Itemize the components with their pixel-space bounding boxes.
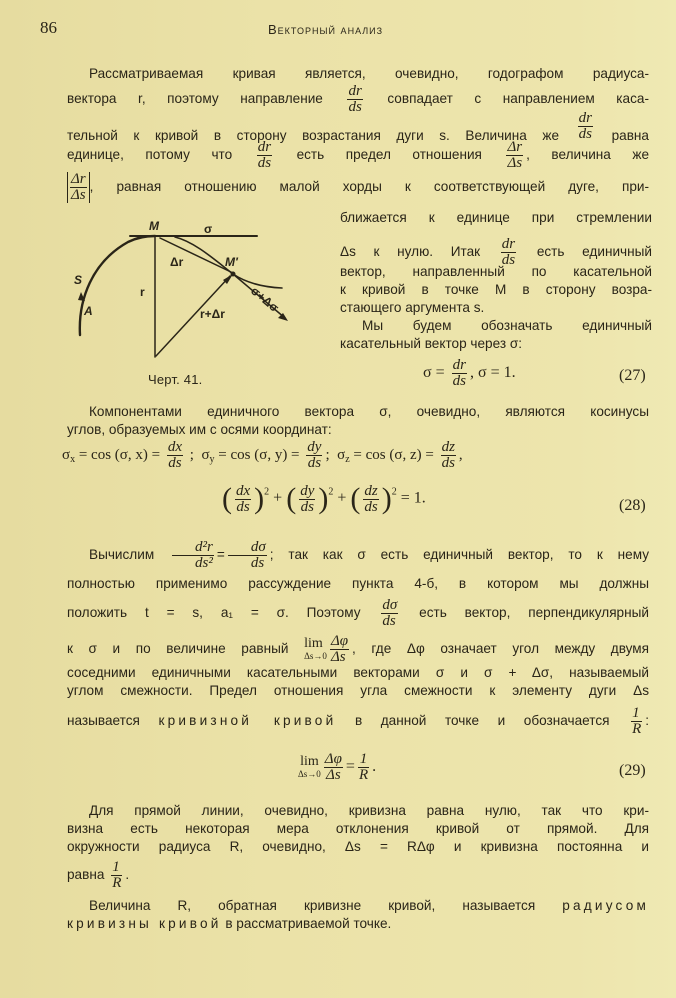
equation-28	[222, 482, 426, 516]
numerator: dσ	[250, 539, 266, 555]
paragraph-line	[67, 140, 649, 171]
text-span: = cos (σ, x) =	[78, 446, 161, 463]
equation-number: (29)	[619, 762, 646, 779]
text-span: к σ и по величине равный	[67, 641, 289, 657]
figure-caption: Черт. 41.	[148, 372, 203, 387]
paragraph-line	[67, 172, 649, 203]
label-S: S	[74, 273, 83, 287]
denominator: Δs	[507, 155, 523, 171]
figure-41-diagram	[20, 200, 320, 400]
denominator: ds	[501, 252, 516, 268]
label-sigma: σ	[204, 222, 213, 236]
fraction-dx-ds	[235, 484, 251, 515]
fraction-one-R	[631, 706, 642, 737]
equation-29	[298, 752, 376, 783]
side-line: Мы будем обозначать единичный	[362, 318, 652, 333]
text-span: =	[216, 547, 225, 563]
side-line: ближается к единице при стремлении	[340, 210, 652, 225]
equation-components: $\sigma_x = \cos (\sigma$, x) = $\frac{dx}{ds}$ ; $\sigma_y = \cos (\sigma$, y) = $\frac{dy}{ds}$ ; $\sigma_z = \cos (\sigma$, z) = $\frac{dz}{ds}$ ,	[62, 439, 463, 471]
fraction-Dphi-Ds	[330, 634, 349, 665]
fraction-Dr-Ds	[70, 172, 87, 203]
text-span: +	[273, 489, 283, 507]
point-M-prime	[231, 272, 236, 277]
text-span: .	[372, 758, 377, 776]
numerator: dσ	[382, 597, 398, 613]
paragraph-line	[67, 860, 649, 891]
paren: (	[286, 482, 297, 515]
numerator: 1	[632, 705, 640, 721]
text-span: вектора r, поэтому направление	[67, 91, 323, 107]
superscript: 2	[264, 486, 270, 498]
label-sigma-plus-delta-sigma: σ+Δσ	[248, 283, 282, 315]
text-span: :	[645, 713, 650, 729]
text-span: = cos (σ, z) =	[353, 446, 434, 463]
denominator: R	[358, 767, 369, 783]
text-span: Величина R, обратная кривизне кривой, называется	[89, 898, 536, 913]
numerator: dr	[501, 236, 516, 252]
text-span: равна	[67, 867, 105, 883]
emphasis-term: радиусом	[562, 898, 649, 913]
fraction-dr-ds	[452, 358, 467, 389]
superscript: 2	[328, 486, 334, 498]
paragraph-line	[67, 540, 649, 571]
side-line: к кривой в точке M в сторону возра-	[340, 282, 652, 297]
paragraph-line: углом смежности. Предел отношения угла смежности к элементу дуги Δs	[67, 683, 649, 698]
label-M-prime: M′	[225, 255, 238, 269]
label-delta-r: Δr	[170, 255, 184, 269]
denominator: ds	[307, 455, 322, 471]
paragraph-line: Рассматриваемая кривая является, очевидно, годографом радиуса-	[89, 66, 649, 81]
paragraph-line: полностью применимо рассуждение пункта 4-б, в котором мы должны	[67, 576, 649, 591]
numerator: dr	[348, 83, 362, 99]
fraction-dsigma-ds	[228, 540, 267, 571]
paragraph-line: визна есть некоторая мера отклонения кривой от прямой. Для	[67, 821, 649, 836]
denominator: Δs	[324, 767, 343, 783]
lim-subscript: Δs→0	[304, 650, 327, 661]
denominator: ds	[364, 498, 378, 515]
paren: (	[222, 482, 232, 515]
denominator: ds	[348, 99, 362, 115]
absolute-value	[67, 172, 90, 203]
paragraph-line	[67, 706, 649, 737]
subscript: x	[70, 453, 76, 465]
paragraph-line: Компонентами единичного вектора σ, очевидно, являются косинусы	[89, 404, 649, 419]
denominator: ds	[257, 155, 272, 171]
numerator: Δr	[71, 171, 86, 187]
paragraph-line	[67, 634, 649, 665]
paragraph-line: углов, образуемых им с осями координат:	[67, 422, 332, 437]
limit	[304, 635, 327, 662]
lim-operator: lim	[304, 635, 323, 651]
fraction-dy-ds	[299, 484, 315, 515]
denominator: R	[632, 721, 642, 737]
text-span: = 1.	[400, 489, 426, 507]
numerator: dr	[578, 110, 592, 126]
denominator: ds	[441, 455, 455, 471]
text-span: Δs к нулю. Итак	[340, 244, 481, 260]
denominator: ds²	[172, 555, 214, 571]
text-span: σ =	[423, 364, 445, 382]
text-span: единице, потому что	[67, 147, 233, 163]
numerator: Δφ	[324, 751, 342, 767]
fraction-dy-ds	[306, 440, 322, 471]
lim-operator: lim	[300, 753, 319, 769]
running-title: Векторный анализ	[268, 22, 384, 37]
fraction-dz-ds	[363, 484, 378, 515]
fraction-dz-ds	[441, 440, 456, 471]
numerator: dx	[236, 482, 251, 499]
paragraph-line	[67, 111, 649, 143]
equation-27	[423, 358, 516, 389]
numerator: dz	[364, 482, 378, 499]
paren: )	[318, 482, 329, 515]
side-line: стающего аргумента s.	[340, 300, 485, 315]
text-span: σ	[62, 446, 71, 463]
text-span: , величина же	[526, 147, 650, 163]
limit	[298, 753, 321, 780]
subscript: y	[209, 453, 215, 465]
text-span: в данной точке и обозначается	[354, 713, 610, 729]
text-span: положить t = s, a₁ = σ. Поэтому	[67, 605, 361, 621]
text-span: равна	[611, 128, 649, 143]
denominator: ds	[168, 455, 182, 471]
denominator: ds	[236, 498, 250, 515]
numerator: d²r	[195, 539, 213, 555]
fraction-dr-ds	[257, 140, 272, 171]
superscript: 2	[391, 486, 397, 498]
fraction-one-R	[358, 752, 369, 783]
side-line: вектор, направленный по касательной	[340, 264, 652, 279]
fraction-one-R	[111, 860, 122, 891]
denominator: ds	[381, 613, 398, 629]
text-span: , σ = 1.	[470, 364, 516, 382]
paragraph-line: соседними единичными касательными векторами σ и σ + Δσ, называемый	[67, 665, 649, 680]
fraction-dsigma-ds	[381, 598, 398, 629]
text-span: , равная отношению малой хорды к соответствующей дуге, при-	[89, 179, 649, 195]
text-span: σ	[337, 446, 346, 463]
denominator: Δs	[71, 187, 86, 203]
fraction-Dphi-Ds	[324, 752, 343, 783]
denominator: ds	[300, 498, 314, 515]
text-span: = cos (σ, y) =	[218, 446, 300, 463]
paragraph-line: Для прямой линии, очевидно, кривизна равна нулю, так что кри-	[89, 803, 649, 818]
paragraph-line	[67, 598, 649, 629]
text-span: есть вектор, перпендикулярный	[419, 605, 649, 621]
numerator: dz	[441, 439, 455, 455]
text-span: =	[345, 758, 355, 776]
text-span: в рассматриваемой точке.	[225, 916, 392, 931]
denominator: Δs	[330, 649, 349, 665]
text-span: .	[125, 867, 130, 883]
label-M: M	[149, 219, 159, 233]
paren: )	[381, 482, 392, 515]
label-r: r	[140, 285, 145, 299]
lim-subscript: Δs→0	[298, 768, 321, 779]
denominator: ds	[228, 555, 267, 571]
fraction-d2r-ds2	[172, 540, 214, 571]
page-number: 86	[40, 18, 57, 37]
equation-number: (27)	[619, 367, 646, 384]
fraction-dr-ds	[578, 111, 593, 142]
denominator: R	[112, 875, 122, 891]
paren: (	[350, 482, 361, 515]
paragraph-line	[67, 916, 649, 931]
subscript: z	[345, 453, 350, 465]
emphasis-term: кривизной кривой	[158, 713, 337, 729]
text-span: +	[337, 489, 347, 507]
text-span: тельной к кривой в сторону возрастания дуги s. Величина же	[67, 128, 560, 143]
text-span: ; так как σ есть единичный вектор, то к нему	[269, 547, 649, 563]
label-r-plus-delta-r: r+Δr	[200, 307, 225, 321]
text-span: σ	[201, 446, 210, 463]
paragraph-line	[67, 898, 649, 913]
numerator: Δφ	[330, 633, 349, 649]
fraction-Dr-Ds	[506, 140, 523, 171]
paren: )	[254, 482, 265, 515]
text-span: , где Δφ означает угол между двумя	[352, 641, 649, 657]
denominator: ds	[452, 373, 466, 389]
equation-number: (28)	[619, 497, 646, 514]
text-span: есть предел отношения	[296, 147, 482, 163]
numerator: 1	[112, 859, 120, 875]
text-span: Вычислим	[89, 547, 155, 563]
text-span: называется	[67, 713, 140, 729]
numerator: Δr	[507, 139, 523, 155]
emphasis-term: кривизны кривой	[67, 916, 222, 931]
numerator: dr	[257, 139, 272, 155]
side-line: касательный вектор через σ:	[340, 336, 523, 351]
text-span: есть единичный	[536, 244, 653, 260]
numerator: dy	[300, 482, 315, 499]
denominator: ds	[578, 126, 592, 142]
numerator: 1	[359, 751, 368, 767]
numerator: dr	[452, 357, 466, 373]
label-A: A	[84, 304, 93, 318]
numerator: dy	[307, 439, 322, 455]
paragraph-line: окружности радиуса R, очевидно, Δs = RΔφ и кривизна постоянна и	[67, 839, 649, 854]
text-span: совпадает с направлением каса-	[387, 91, 649, 107]
numerator: dx	[167, 439, 183, 455]
fraction-dx-ds	[167, 440, 183, 471]
